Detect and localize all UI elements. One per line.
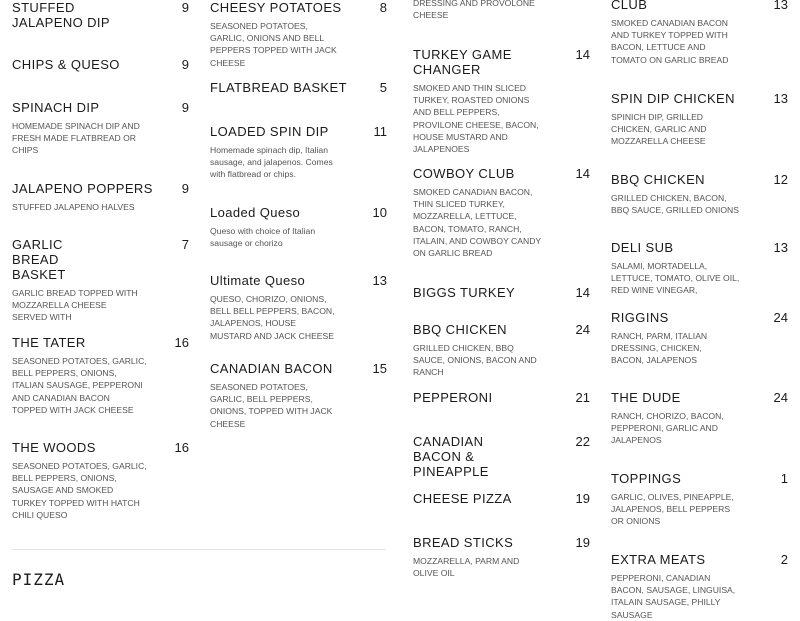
menu-item-canadian-bacon <box>210 361 387 430</box>
item-name: CHEESE PIZZA <box>413 491 512 506</box>
item-price: 19 <box>575 491 590 506</box>
menu-item-the-woods <box>12 440 189 521</box>
item-name: JALAPENO POPPERS <box>12 181 153 196</box>
menu-item-cheesy-potatoes <box>210 0 387 69</box>
item-name: THE WOODS <box>12 440 96 455</box>
item-price: 13 <box>773 240 788 255</box>
item-description: GRILLED CHICKEN, BACON, BBQ SAUCE, GRILLED ONIONS <box>611 193 739 216</box>
item-name: COWBOY CLUB <box>413 166 515 181</box>
item-price: 2 <box>780 552 788 567</box>
item-description: SALAMI, MORTADELLA, LETTUCE, TOMATO, OLIVE OIL, RED WINE VINEGAR, <box>611 261 740 296</box>
item-price: 14 <box>575 166 590 181</box>
item-description: SEASONED POTATOES, GARLIC, ONIONS AND BELL PEPPERS TOPPED WITH JACK CHEESE <box>210 21 337 68</box>
menu-item-loaded-queso <box>210 205 387 249</box>
menu-item-cowboy-club <box>413 166 590 259</box>
item-name: CANADIAN BACON <box>210 361 333 376</box>
item-price: 9 <box>181 181 189 196</box>
menu-item-jalapeno-poppers <box>12 181 189 213</box>
item-name: CLUB <box>611 0 648 12</box>
item-price: 13 <box>372 273 387 288</box>
item-description: SPINICH DIP, GRILLED CHICKEN, GARLIC AND MOZZARELLA CHEESE <box>611 112 707 147</box>
item-description: GARLIC, OLIVES, PINEAPPLE, JALAPENOS, BELL PEPPERS OR ONIONS <box>611 492 734 527</box>
item-description: SEASONED POTATOES, GARLIC, BELL PEPPERS, ONIONS, ITALIAN SAUSAGE, PEPPERONI AND CANADIAN BACON TOPPED WITH JACK CHEESE <box>12 356 147 415</box>
menu-item-the-tater <box>12 335 189 416</box>
item-description: SMOKED CANADIAN BACON, THIN SLICED TURKEY, MOZZARELLA, LETTUCE, BACON, TOMATO, RANCH, ITALAIN, AND COWBOY CANDY ON GARLIC BREAD <box>413 187 541 259</box>
menu-item-spin-dip-chicken <box>611 91 788 148</box>
menu-item-riggins <box>611 310 788 367</box>
item-name: THE TATER <box>12 335 86 350</box>
section-divider <box>12 549 386 550</box>
item-name: BBQ CHICKEN <box>611 172 705 187</box>
item-name: EXTRA MEATS <box>611 552 706 567</box>
menu-item-bbq-chicken-sub <box>611 172 788 216</box>
item-description: Homemade spinach dip, Italian sausage, and jalapenos. Comes with flatbread or chips. <box>210 145 333 180</box>
menu-item-partial-top <box>413 0 590 21</box>
section-title-pizza: PIZZA <box>12 570 66 589</box>
item-price: 15 <box>372 361 387 376</box>
item-name: GARLIC BREAD BASKET <box>12 237 66 282</box>
item-price: 1 <box>780 471 788 486</box>
item-name: BREAD STICKS <box>413 535 514 550</box>
item-description: SMOKED AND THIN SLICED TURKEY, ROASTED ONIONS AND BELL PEPPERS, PROVILONE CHEESE, BACON, HOUSE MUSTARD AND JALAPENOES <box>413 83 539 155</box>
item-description: SEASONED POTATOES, GARLIC, BELL PEPPERS, ONIONS, SAUSAGE AND SMOKED TURKEY TOPPED WITH HATCH CHILI QUESO <box>12 461 147 520</box>
menu-item-ultimate-queso <box>210 273 387 342</box>
item-name: RIGGINS <box>611 310 669 325</box>
item-description: GARLIC BREAD TOPPED WITH MOZZARELLA CHEESE SERVED WITH <box>12 288 138 323</box>
item-price: 22 <box>575 434 590 449</box>
menu-item-biggs-turkey <box>413 285 590 300</box>
item-name: CHEESY POTATOES <box>210 0 342 15</box>
menu-item-extra-meats <box>611 552 788 621</box>
menu-item-flatbread-basket <box>210 80 387 95</box>
item-price: 12 <box>773 172 788 187</box>
item-price: 24 <box>773 390 788 405</box>
item-description: PEPPERONI, CANADIAN BACON, SAUSAGE, LINGUISA, ITALAIN SAUSAGE, PHILLY SAUSAGE <box>611 573 736 620</box>
item-price: 14 <box>575 47 590 62</box>
item-name: LOADED SPIN DIP <box>210 124 329 139</box>
item-name: SPIN DIP CHICKEN <box>611 91 735 106</box>
item-description: QUESO, CHORIZO, ONIONS, BELL BELL PEPPERS, BACON, JALAPENOS, HOUSE MUSTARD AND JACK CHEESE <box>210 294 335 341</box>
item-name: DELI SUB <box>611 240 674 255</box>
item-price: 21 <box>575 390 590 405</box>
item-name: TURKEY GAME CHANGER <box>413 47 512 77</box>
item-price: 24 <box>773 310 788 325</box>
item-description: SMOKED CANADIAN BACON AND TURKEY TOPPED WITH BACON, LETTUCE AND TOMATO ON GARLIC BREAD <box>611 18 729 65</box>
item-description: STUFFED JALAPENO HALVES <box>12 202 135 212</box>
menu-item-garlic-bread-basket <box>12 237 189 323</box>
item-name: FLATBREAD BASKET <box>210 80 347 95</box>
item-name: STUFFED JALAPENO DIP <box>12 0 110 30</box>
menu-item-toppings <box>611 471 788 528</box>
item-description: MOZZARELLA, PARM AND OLIVE OIL <box>413 556 520 579</box>
item-price: 13 <box>773 91 788 106</box>
item-name: PEPPERONI <box>413 390 493 405</box>
menu-item-stuffed-jalapeno-dip <box>12 0 189 30</box>
item-name: CANADIAN BACON & PINEAPPLE <box>413 434 489 479</box>
item-price: 24 <box>575 322 590 337</box>
item-price: 14 <box>575 285 590 300</box>
item-price: 9 <box>181 57 189 72</box>
menu-item-bbq-chicken-pizza <box>413 322 590 379</box>
menu-item-pepperoni <box>413 390 590 405</box>
item-price: 9 <box>181 100 189 115</box>
menu-item-turkey-game-changer <box>413 47 590 155</box>
item-price: 9 <box>181 0 189 15</box>
item-price: 16 <box>174 335 189 350</box>
item-price: 10 <box>372 205 387 220</box>
menu-item-loaded-spin-dip <box>210 124 387 181</box>
item-description: Queso with choice of Italian sausage or chorizo <box>210 226 316 249</box>
menu-item-deli-sub <box>611 240 788 297</box>
menu-item-bread-sticks <box>413 535 590 579</box>
item-price: 11 <box>373 124 387 139</box>
item-name: Ultimate Queso <box>210 273 306 288</box>
item-description: SEASONED POTATOES, GARLIC, BELL PEPPERS, ONIONS, TOPPED WITH JACK CHEESE <box>210 382 333 429</box>
item-price: 5 <box>379 80 387 95</box>
menu-item-canadian-bacon-pineapple <box>413 434 590 479</box>
menu-item-cheese-pizza <box>413 491 590 506</box>
item-price: 7 <box>181 237 189 252</box>
menu-item-spinach-dip <box>12 100 189 157</box>
item-description: RANCH, PARM, ITALIAN DRESSING, CHICKEN, BACON, JALAPENOS <box>611 331 708 366</box>
item-name: Loaded Queso <box>210 205 301 220</box>
item-description: GRILLED CHICKEN, BBQ SAUCE, ONIONS, BACON AND RANCH <box>413 343 537 378</box>
item-price: 13 <box>773 0 788 12</box>
item-name: BBQ CHICKEN <box>413 322 507 337</box>
item-name: TOPPINGS <box>611 471 682 486</box>
item-name: SPINACH DIP <box>12 100 100 115</box>
item-name: BIGGS TURKEY <box>413 285 516 300</box>
item-description: RANCH, CHORIZO, BACON, PEPPERONI, GARLIC AND JALAPENOS <box>611 411 724 446</box>
menu-item-chips-queso <box>12 57 189 72</box>
item-name: CHIPS & QUESO <box>12 57 120 72</box>
item-price: 8 <box>379 0 387 15</box>
item-price: 16 <box>174 440 189 455</box>
item-description: HOMEMADE SPINACH DIP AND FRESH MADE FLATBREAD OR CHIPS <box>12 121 140 156</box>
menu-item-the-dude <box>611 390 788 447</box>
menu-item-club <box>611 0 788 66</box>
item-price: 19 <box>575 535 590 550</box>
item-name: THE DUDE <box>611 390 681 405</box>
item-description: DRESSING AND PROVOLONE CHEESE <box>413 0 535 21</box>
